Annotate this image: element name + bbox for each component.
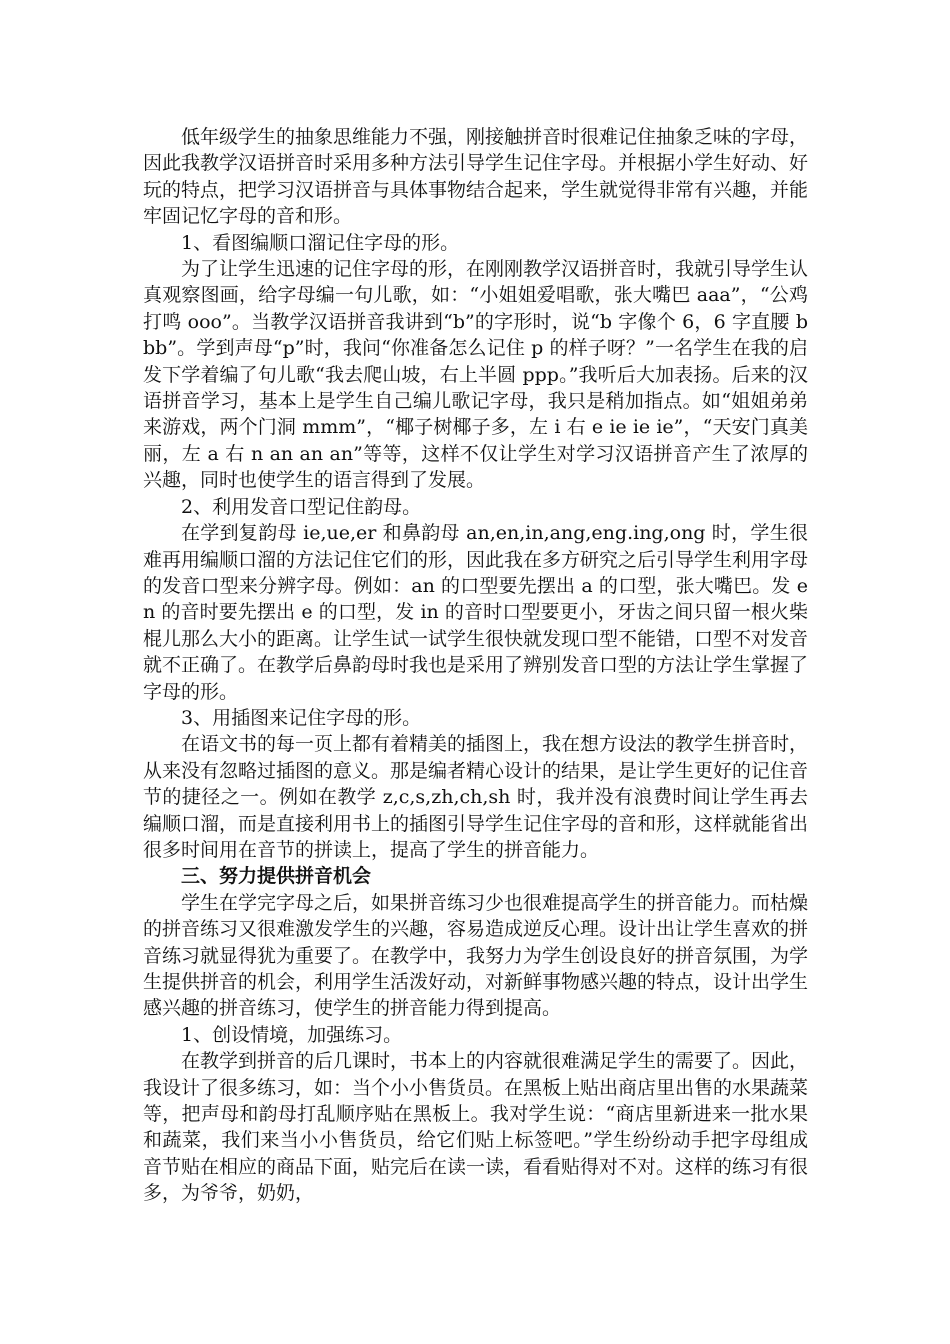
subheading-situations: 1、创设情境，加强练习。 [181, 1023, 403, 1046]
paragraph-situations: 在教学到拼音的后几课时，书本上的内容就很难满足学生的需要了。因此，我设计了很多练习，如：当个小小售货员。在黑板上贴出商店里出售的水果蔬菜等，把声母和韵母打乱顺序贴在黑板上。我对学生说：“商店里新进来一批水果和蔬菜，我们来当小小售货员，给它们贴上标签吧。”学生纷纷动手把字母组成音节贴在相应的商品下面，贴完后在读一读，看看贴得对不对。这样的练习有很多，为爷爷，奶奶， [143, 1050, 809, 1205]
subheading-illustrations: 3、用插图来记住字母的形。 [181, 706, 422, 729]
paragraph-picture-rhymes: 为了让学生迅速的记住字母的形，在刚刚教学汉语拼音时，我就引导学生认真观察图画，给字母编一句儿歌，如：“小姐姐爱唱歌，张大嘴巴 aaa”，“公鸡打鸣 ooo”。当教学汉语拼音我讲到“b”的字形时，说“b 字像个 6，6 字直腰 bbb”。学到声母“p”时，我问“你准备怎么记住 p 的样子呀？”一名学生在我的启发下学着编了句儿歌“我去爬山坡，右上半圆 ppp。”我听后大加表扬。后来的汉语拼音学习，基本上是学生自己编儿歌记字母，我只是稍加指点。如“姐姐弟弟来游戏，两个门洞 mmm”，“椰子树椰子多，左 i 右 e ie ie ie”，“天安门真美丽，左 a 右 n an an an”等等，这样不仅让学生对学习汉语拼音产生了浓厚的兴趣，同时也使学生的语言得到了发展。 [143, 258, 809, 492]
paragraph-practice: 学生在学完字母之后，如果拼音练习少也很难提高学生的拼音能力。而枯燥的拼音练习又很难激发学生的兴趣，容易造成逆反心理。设计出让学生喜欢的拼音练习就显得犹为重要了。在教学中，我努力为学生创设良好的拼音氛围，为学生提供拼音的机会，利用学生活泼好动，对新鲜事物感兴趣的特点，设计出学生感兴趣的拼音练习，使学生的拼音能力得到提高。 [143, 891, 809, 1020]
paragraph-mouth-shape: 在学到复韵母 ie,ue,er 和鼻韵母 an,en,in,ang,eng.ing,ong 时，学生很难再用编顺口溜的方法记住它们的形，因此我在多方研究之后引导学生利用字母的发音口型来分辨字母。例如：an 的口型要先摆出 a 的口型，张大嘴巴。发 en 的音时要先摆出 e 的口型，发 in 的音时口型要更小，牙齿之间只留一根火柴棍儿那么大小的距离。让学生试一试学生很快就发现口型不能错，口型不对发音就不正确了。在教学后鼻韵母时我也是采用了辨别发音口型的方法让学生掌握了字母的形。 [143, 522, 809, 703]
paragraph-intro: 低年级学生的抽象思维能力不强，刚接触拼音时很难记住抽象乏味的字母，因此我教学汉语拼音时采用多种方法引导学生记住字母。并根据小学生好动、好玩的特点，把学习汉语拼音与具体事物结合起来，学生就觉得非常有兴趣，并能牢固记忆字母的音和形。 [143, 126, 809, 228]
subheading-mouth-shape: 2、利用发音口型记住韵母。 [181, 495, 422, 518]
paragraph-illustrations: 在语文书的每一页上都有着精美的插图上，我在想方设法的教学生拼音时，从来没有忽略过插图的意义。那是编者精心设计的结果，是让学生更好的记住音节的捷径之一。例如在教学 z,c,s,zh,ch,sh 时，我并没有浪费时间让学生再去编顺口溜，而是直接利用书上的插图引导学生记住字母的音和形，这样就能省出很多时间用在音节的拼读上，提高了学生的拼音能力。 [143, 733, 809, 861]
document-body [143, 124, 808, 1207]
section-heading-practice: 三、努力提供拼音机会 [181, 865, 372, 888]
subheading-picture-rhymes: 1、看图编顺口溜记住字母的形。 [181, 231, 460, 254]
